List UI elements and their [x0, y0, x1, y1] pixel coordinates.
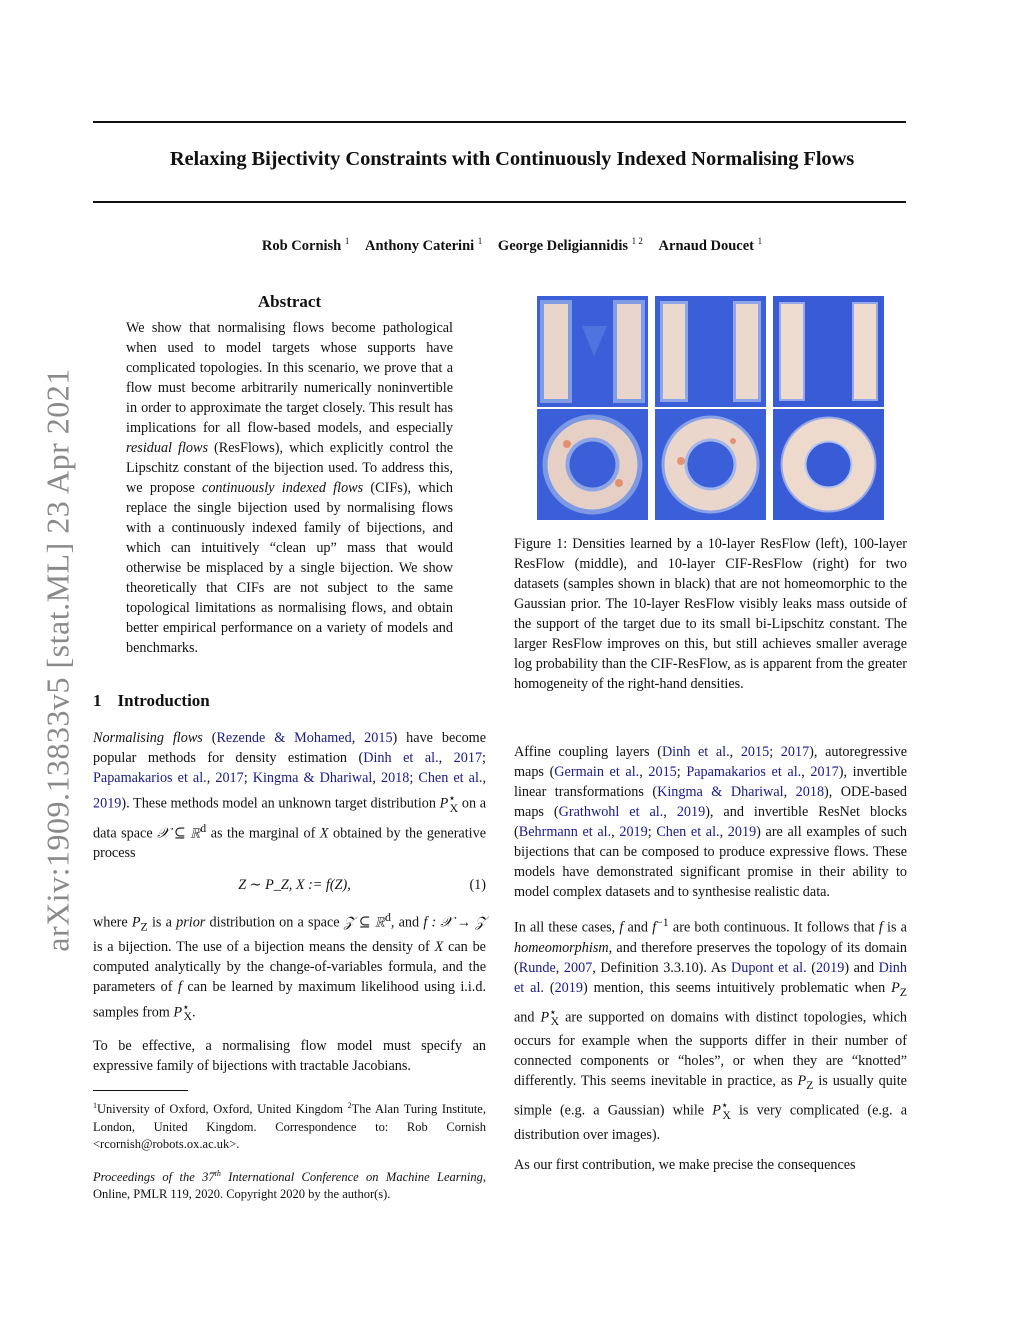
citation-link[interactable]: Chen et al. [418, 770, 483, 786]
footnote-rule [93, 1090, 188, 1091]
section-number: 1 [93, 691, 102, 710]
citation-year-link[interactable]: 2018 [380, 770, 410, 786]
citation-year-link[interactable]: 2019 [676, 804, 706, 820]
text: ; [409, 770, 419, 786]
math-sup: ⋆ [182, 999, 190, 1014]
math: 𝒵 ⊆ ℝ [343, 915, 385, 932]
text: , [719, 824, 728, 840]
density-plot [537, 296, 648, 407]
math: P [891, 979, 900, 996]
text: ), invertible linear transformations ( [514, 764, 907, 800]
citation-year-link[interactable]: 2019 [93, 795, 122, 812]
math-sub: X [183, 1009, 193, 1024]
intro-paragraph-2 [93, 907, 486, 1026]
text: ), autoregressive maps ( [514, 744, 908, 780]
text: , [611, 824, 620, 840]
abstract-text-part: (CIFs), which replace the single bijection used by normalising flows with a continuously indexed family of bijections, and which can intuitively “clean up” mass that would otherwise be misplaced by a single bijection. We show theoretically that CIFs are not subject to the same topological limitations as normalising flows, and obtain better empirical performance on a variety of models and benchmarks. [126, 480, 453, 656]
right-body-text [514, 742, 907, 1175]
math-sup: d [200, 820, 207, 835]
citation-link[interactable]: Dinh et al. [661, 744, 730, 760]
emphasis: Normalising flows [93, 730, 203, 746]
citation-year-link[interactable]: 2019 [554, 979, 583, 996]
citation-link[interactable]: Behrmann et al. [518, 824, 612, 840]
text: , and therefore preserves the topology of its domain ( [514, 939, 907, 976]
text: ; [243, 770, 253, 786]
text: ( [543, 979, 555, 996]
body-paragraph: As our first contribution, we make precise the consequences [514, 1156, 856, 1173]
text: Proceedings of the [93, 1169, 203, 1184]
equation-formula: Z ∼ P_Z, X := f(Z), [238, 877, 351, 894]
citation-link[interactable]: Kingma & Dhariwal [252, 770, 373, 786]
text: can be learned by maximum likelihood using i.i.d. samples from [93, 978, 486, 1021]
title-bottom-rule [93, 201, 906, 203]
citation-link[interactable]: Chen et al. [656, 824, 720, 840]
citation-link[interactable]: Papamakarios et al. [686, 764, 802, 780]
math: f [619, 919, 624, 936]
author [498, 238, 643, 254]
math: X [434, 938, 444, 955]
math-sup: d [384, 910, 391, 925]
left-column [93, 292, 486, 1215]
text: is usually quite simple (e.g. a Gaussian) while [514, 1073, 907, 1119]
right-column [514, 292, 907, 1185]
citation-year-link[interactable]: 2015 [648, 764, 677, 780]
text: ) and [844, 959, 879, 976]
math-sub: X [722, 1107, 731, 1122]
citation-year-link[interactable]: 2015 [740, 744, 770, 760]
text: are both continuous. It follows that [668, 919, 879, 936]
math-sup: ⋆ [448, 791, 456, 805]
math-sub: Z [140, 919, 148, 934]
density-panel-cif-resflow-bars [773, 296, 884, 407]
text: ) have become popular methods for density estimation ( [93, 730, 486, 766]
math: P [712, 1102, 721, 1119]
math-sub: Z [899, 984, 907, 999]
math-sup: ⋆ [549, 1004, 557, 1019]
footnote-mark: 1 [93, 1101, 97, 1111]
text: The Alan Turing Institute, London, United Kingdom. Correspondence to: Rob Cornish <rcornish@robots.ox.ac.uk>. [93, 1102, 486, 1151]
emphasis: prior [176, 915, 206, 932]
text: , Online, PMLR 119, 2020. Copyright 2020 by the author(s). [93, 1169, 486, 1201]
section-title: Introduction [117, 691, 210, 710]
citation-link[interactable]: Dupont et al. [731, 959, 807, 976]
citation-link[interactable]: Dinh et al. [514, 959, 907, 996]
abstract-text-part: We show that normalising flows become pathological when used to model targets whose supports have complicated topologies. In this scenario, we prove that a flow must become arbitrarily numerically noninvertible in order to approximate the target closely. This result has implications for all flow-based models, and especially [126, 320, 453, 436]
citation-year-link[interactable]: 2017 [453, 750, 483, 766]
text: , and [390, 915, 424, 932]
text: ; [676, 764, 687, 780]
citation-year-link[interactable]: 2017 [810, 764, 839, 780]
text: , [663, 804, 677, 820]
math: f : 𝒳 → 𝒵 [423, 915, 486, 932]
math-sub: X [449, 800, 459, 815]
text: are supported on domains with distinct topologies, which occurs for example when the supports differ in their number of connected components or “holes”, or when they are “knotted” differently. This seems inevitable in practice, as [514, 1009, 907, 1090]
citation-year-link[interactable]: 2019 [619, 824, 648, 840]
density-plot [537, 409, 648, 520]
text: ; [769, 744, 781, 760]
density-panel-resflow-100-bars [655, 296, 766, 407]
arxiv-identifier[interactable]: arXiv:1909.13833v5 [stat.ML] 23 Apr 2021 [39, 368, 76, 952]
author-name: Arnaud Doucet [658, 237, 754, 254]
affiliation-mark: 1 [477, 236, 483, 246]
text: , [372, 770, 381, 786]
abstract-text-part: (ResFlows), which explicitly control the Lipschitz constant of the bijection used. To address this, we propose [126, 440, 453, 496]
citation-link[interactable]: Rezende & Mohamed [216, 730, 352, 746]
text: distribution on a space [205, 915, 344, 932]
abstract-emphasis: residual flows [126, 440, 208, 456]
emphasis: homeomorphism [514, 939, 609, 956]
body-paragraph [514, 742, 907, 902]
footnote-mark: 2 [347, 1101, 352, 1111]
citation-link[interactable]: Kingma & Dhariwal [657, 784, 784, 800]
figure-caption: Figure 1: Densities learned by a 10-layer ResFlow (left), 100-layer ResFlow (middle), and 10-layer CIF-ResFlow (right) for two datasets (samples shown in black) that are not homeomorphic to the Gaussian prior. The 10-layer ResFlow visibly leaks mass outside of the support of the target due to its small bi-Lipschitz constant. The larger ResFlow improves on this, but still achieves smaller average log probability than the CIF-ResFlow, as is apparent from the greater homogeneity of the right-hand densities. [514, 536, 907, 692]
math-sub: X [550, 1014, 560, 1029]
math: P [439, 795, 449, 812]
text: is a bijection. The use of a bijection means the density of [93, 938, 435, 955]
intro-paragraph-1 [93, 728, 486, 863]
math: P [540, 1009, 550, 1026]
equation-number: (1) [469, 877, 486, 894]
abstract-heading: Abstract [257, 292, 322, 311]
citation-year-link[interactable]: 2015 [364, 730, 393, 746]
equation-1 [93, 875, 486, 895]
author [659, 238, 763, 254]
citation-year-link[interactable]: 2007 [563, 959, 593, 976]
text: , [783, 784, 796, 800]
abstract-text [126, 318, 453, 658]
math: P [173, 1004, 183, 1021]
text: , Definition 3.3.10). As [592, 959, 731, 976]
math: P [131, 915, 141, 932]
citation-link[interactable]: Runde [518, 959, 556, 976]
text: , [438, 750, 454, 766]
text: ; [647, 824, 657, 840]
citation-year-link[interactable]: 2017 [215, 770, 244, 786]
text: , [801, 764, 811, 780]
text: on a data space [93, 795, 486, 842]
text: , [729, 744, 741, 760]
density-plot [655, 296, 766, 407]
math: f [878, 919, 883, 936]
math: X [319, 825, 329, 842]
figure-1 [514, 292, 907, 522]
author-name: Rob Cornish [261, 237, 342, 254]
text: , [351, 730, 365, 746]
text: where [93, 915, 132, 932]
author [262, 238, 350, 254]
text: and [623, 919, 653, 936]
text: , [555, 959, 564, 976]
math-sup: ⋆ [720, 1097, 729, 1112]
math: P [797, 1073, 807, 1090]
text: ), ODE-based maps ( [514, 784, 907, 820]
text: as the marginal of [206, 825, 320, 842]
density-plot [655, 409, 766, 520]
proceedings-footnote [93, 1165, 486, 1203]
math: 37 [202, 1169, 215, 1184]
density-panel-cif-resflow-ring [773, 409, 884, 520]
citation-link[interactable]: Papamakarios et al. [93, 770, 207, 786]
text: , [482, 770, 486, 786]
author-name: George Deligiannidis [497, 237, 629, 254]
affiliations-footnote [93, 1097, 486, 1152]
text: is very complicated (e.g. a distribution over images). [514, 1102, 908, 1143]
text: In all these cases, [514, 919, 620, 936]
text: can be computed analytically by the change-of-variables formula, and the parameters of [93, 938, 486, 995]
text: ) are all examples of such bijections that can be composed to produce expressive flows. These models have demonstrated significant promise in their ability to model complex datasets and to synthesise realistic data. [514, 824, 908, 900]
citation-year-link[interactable]: 2017 [780, 744, 810, 760]
text: ; [482, 750, 486, 766]
intro-paragraph-3: To be effective, a normalising flow model must specify an expressive family of bijections with tractable Jacobians. [93, 1038, 486, 1075]
density-panel-resflow-10-bars [537, 296, 648, 407]
text: , [206, 770, 216, 786]
author-list [60, 236, 964, 255]
text: , [639, 764, 649, 780]
math: f [177, 978, 182, 995]
text: ( [202, 730, 217, 746]
text: obtained by the generative process [93, 825, 487, 862]
citation-year-link[interactable]: 2019 [727, 824, 757, 840]
math-sup: th [214, 1168, 221, 1178]
author [365, 238, 482, 254]
math: 𝒳 ⊆ ℝ [157, 825, 201, 842]
text: is a [147, 915, 177, 932]
math-sup: −1 [656, 915, 669, 929]
top-rule [93, 121, 906, 123]
citation-year-link[interactable]: 2019 [815, 959, 845, 976]
paper-title: Relaxing Bijectivity Constraints with Continuously Indexed Normalising Flows [169, 148, 855, 170]
density-plot [773, 296, 884, 407]
text: and [514, 1009, 541, 1026]
citation-link[interactable]: Dinh et al. [363, 750, 439, 766]
text: . [192, 1004, 196, 1021]
text: ( [806, 959, 816, 976]
math: f [652, 919, 657, 936]
text: is a [882, 919, 907, 936]
text: ), and invertible ResNet blocks ( [514, 804, 907, 840]
density-plot [773, 409, 884, 520]
affiliation-mark: 1 [344, 236, 350, 246]
body-paragraph [514, 912, 907, 1145]
text: International Conference on Machine Learning [220, 1169, 483, 1184]
affiliation-mark: 1 [757, 236, 763, 246]
abstract-emphasis: continuously indexed flows [202, 480, 364, 496]
text: ) mention, this seems intuitively problematic when [582, 979, 892, 996]
density-panel-resflow-10-ring [537, 409, 648, 520]
citation-year-link[interactable]: 2018 [795, 784, 825, 800]
text: ). These methods model an unknown target distribution [121, 795, 440, 812]
density-panel-resflow-100-ring [655, 409, 766, 520]
text: Affine coupling layers ( [514, 744, 662, 760]
author-name: Anthony Caterini [365, 237, 475, 254]
math-sub: Z [806, 1077, 814, 1092]
text: University of Oxford, Oxford, United Kingdom [97, 1102, 348, 1117]
affiliation-mark: 1 2 [631, 236, 643, 246]
citation-link[interactable]: Grathwohl et al. [558, 804, 664, 820]
section-heading-introduction [93, 691, 486, 711]
citation-link[interactable]: Germain et al. [554, 764, 640, 780]
